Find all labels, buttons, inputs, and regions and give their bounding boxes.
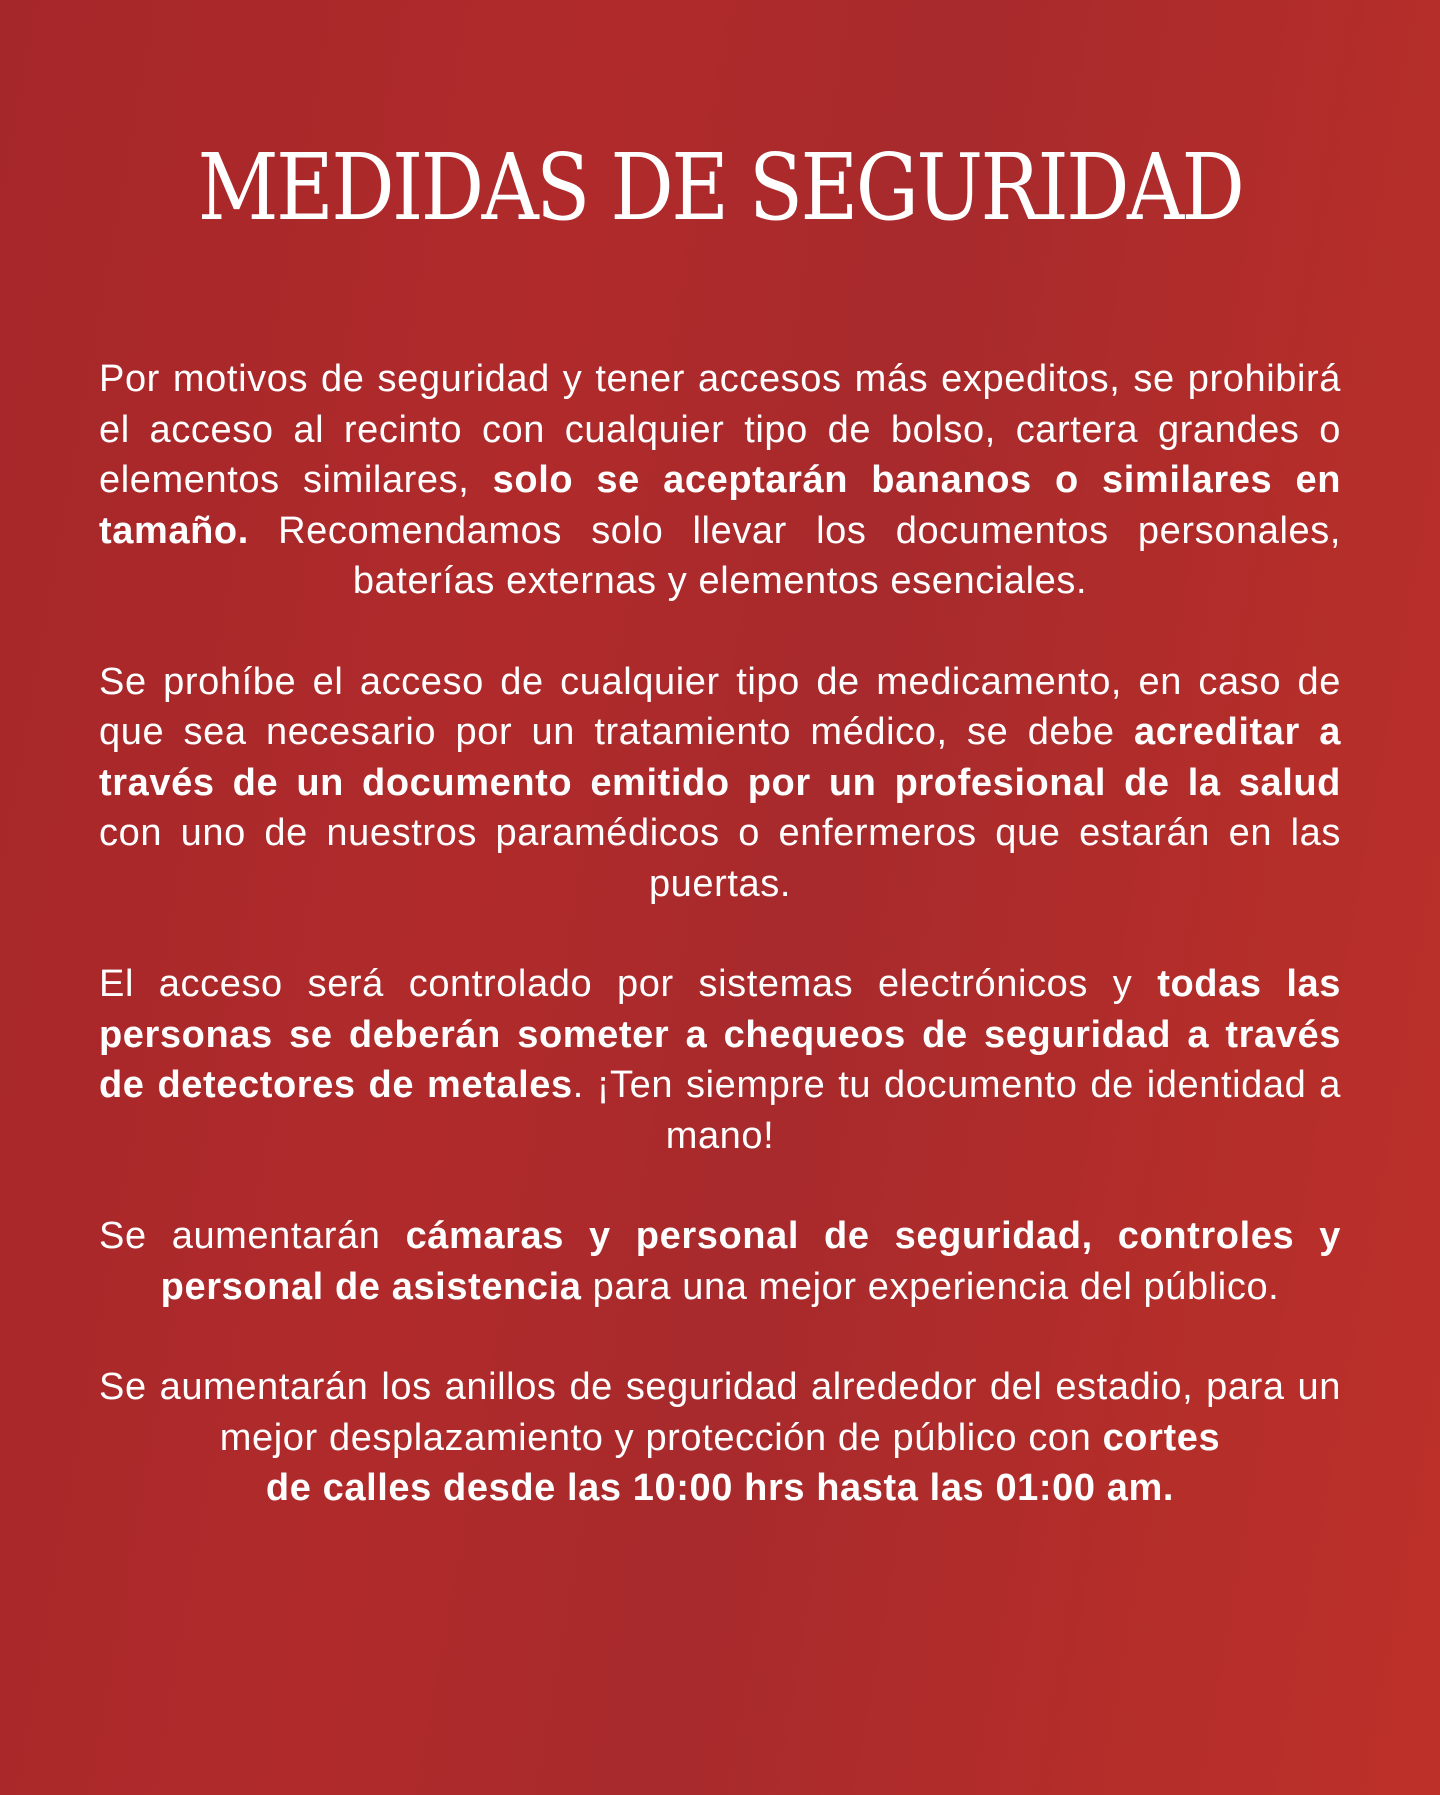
medication-policy-text-2: con uno de nuestros paramédicos o enfermeros que estarán en las puertas.: [99, 812, 1341, 905]
medication-policy-paragraph: [99, 657, 1341, 910]
access-control-highlight: todas las personas se deberán someter a chequeos de seguridad a través de detectores de metales: [99, 963, 1341, 1106]
staff-increase-paragraph: [99, 1211, 1341, 1312]
street-closure-times: de calles desde las 10:00 hrs hasta las 01:00 am.: [265, 1467, 1175, 1509]
bag-policy-text-2: Recomendamos solo llevar los documentos personales, baterías externas y elementos esenciales.: [248, 509, 1341, 602]
security-rings-text-1: Se aumentarán los anillos de seguridad alrededor del estadio, para un mejor desplazamiento y protección de público con: [99, 1366, 1341, 1459]
access-control-text-2: . ¡Ten siempre tu documento de identidad a mano!: [572, 1064, 1341, 1157]
access-control-paragraph: [99, 959, 1341, 1161]
access-control-text-1: El acceso será controlado por sistemas electrónicos y: [99, 963, 1158, 1005]
page-title: MEDIDAS DE SEGURIDAD: [197, 134, 1243, 241]
security-rings-paragraph: [99, 1362, 1341, 1514]
medication-policy-text-1: Se prohíbe el acceso de cualquier tipo de medicamento, en caso de que sea necesario por un tratamiento médico, se debe: [99, 660, 1341, 753]
bag-policy-text-1: Por motivos de seguridad y tener accesos más expeditos, se prohibirá el acceso al recinto con cualquier tipo de bolso, cartera grandes o elementos similares,: [99, 358, 1341, 501]
medication-policy-highlight: acreditar a través de un documento emitido por un profesional de la salud: [99, 711, 1342, 804]
notice-body: [99, 354, 1341, 1564]
staff-increase-highlight: cámaras y personal de seguridad, controles y personal de asistencia: [160, 1215, 1341, 1308]
staff-increase-text-1: Se aumentarán: [99, 1215, 406, 1257]
bag-policy-paragraph: [99, 354, 1341, 607]
bag-policy-highlight: solo se aceptarán bananos o similares en tamaño.: [99, 459, 1342, 552]
security-rings-highlight: cortes: [1102, 1416, 1221, 1459]
staff-increase-text-2: para una mejor experiencia del público.: [581, 1265, 1280, 1308]
